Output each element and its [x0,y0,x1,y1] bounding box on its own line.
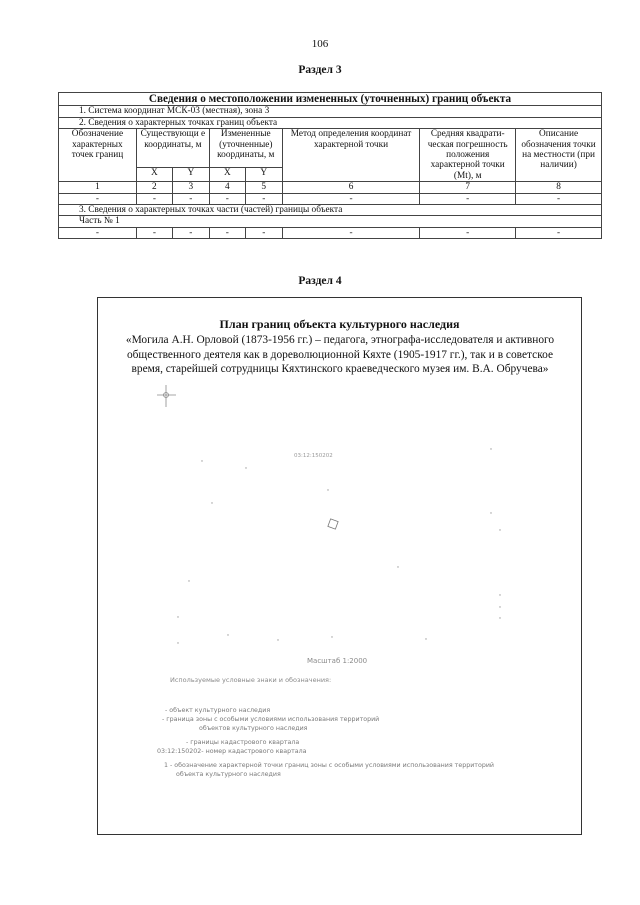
header-point-designation: Обозначение характерных точек границ [59,129,137,182]
header-changed-coordinates: Измененные (уточненные) координаты, м [209,129,282,168]
parcel-label: 03:12:150202 [294,453,333,459]
header-existing-coordinates: Существующи е координаты, м [136,129,209,168]
empty-cell: - [59,193,137,204]
empty-cell: - [136,193,172,204]
column-number: 2 [136,182,172,193]
empty-cell: - [516,227,602,238]
cultural-heritage-object-icon [328,519,338,529]
empty-cell: - [516,193,602,204]
table-caption: Сведения о местоположении измененных (уточненных) границ объекта [59,93,602,106]
table-row [59,227,602,238]
coordinate-system-row: 1. Система координат МСК-03 (местная), зона 3 [59,106,602,117]
column-number: 3 [172,182,209,193]
table-row [59,193,602,204]
legend-item-quarter-number: 03:12:150202- номер кадастрового квартала [157,748,307,755]
empty-cell: - [209,193,245,204]
legend-item-quarter-boundary: - границы кадастрового квартала [186,739,300,746]
characteristic-points-row: 2. Сведения о характерных точках границ объекта [59,117,602,128]
part-number-row: Часть № 1 [59,216,602,227]
header-x: X [136,168,172,182]
legend-item-point-designation-continued: объекта культурного наследия [176,771,281,778]
legend-item-point-designation: 1 - обозначение характерной точки границ зоны с особыми условиями использования территорий [164,762,495,769]
empty-cell: - [172,193,209,204]
empty-cell: - [209,227,245,238]
boundary-points [177,448,500,643]
empty-cell: - [136,227,172,238]
header-description: Описание обозначения точки на местности (при наличии) [516,129,602,182]
section-3-title: Раздел 3 [298,64,342,76]
column-number: 7 [420,182,516,193]
plan-title: План границ объекта культурного наследия [219,317,460,331]
legend-item-zone-boundary: - граница зоны с особыми условиями использования территорий [162,716,380,723]
header-y: Y [245,168,282,182]
boundary-info-table [58,92,602,239]
header-error: Средняя квадрати-ческая погрешность положения характерной точки (Mt), м [420,129,516,182]
column-number: 6 [282,182,420,193]
legend-item-zone-boundary-continued: объектов культурного наследия [199,725,308,732]
column-number: 5 [245,182,282,193]
legend-title: Используемые условные знаки и обозначения: [170,676,332,684]
empty-cell: - [245,227,282,238]
page-number: 106 [311,38,329,50]
legend-item-heritage-object: - объект культурного наследия [165,707,271,714]
boundary-map [98,385,581,785]
empty-cell: - [420,227,516,238]
plan-subtitle: «Могила А.Н. Орловой (1873-1956 гг.) – педагога, этнографа-исследователя и активного общественного деятеля как в дореволюционной Кяхте (1905-1917 гг.), так и в советское время, старейшей сотрудницы Кяхтинского краеведческого музея им. В.А. Обручева» [125,334,555,375]
header-x: X [209,168,245,182]
map-scale: Масштаб 1:2000 [307,657,368,665]
north-arrow-icon [157,385,176,407]
empty-cell: - [282,227,420,238]
part-points-row: 3. Сведения о характерных точках части (частей) границы объекта [59,205,602,216]
empty-cell: - [172,227,209,238]
section-4-title: Раздел 4 [298,275,342,287]
empty-cell: - [59,227,137,238]
header-method: Метод определения координат характерной точки [282,129,420,182]
empty-cell: - [282,193,420,204]
column-number: 1 [59,182,137,193]
header-y: Y [172,168,209,182]
column-number-row [59,182,602,193]
empty-cell: - [420,193,516,204]
column-number: 4 [209,182,245,193]
empty-cell: - [245,193,282,204]
column-number: 8 [516,182,602,193]
